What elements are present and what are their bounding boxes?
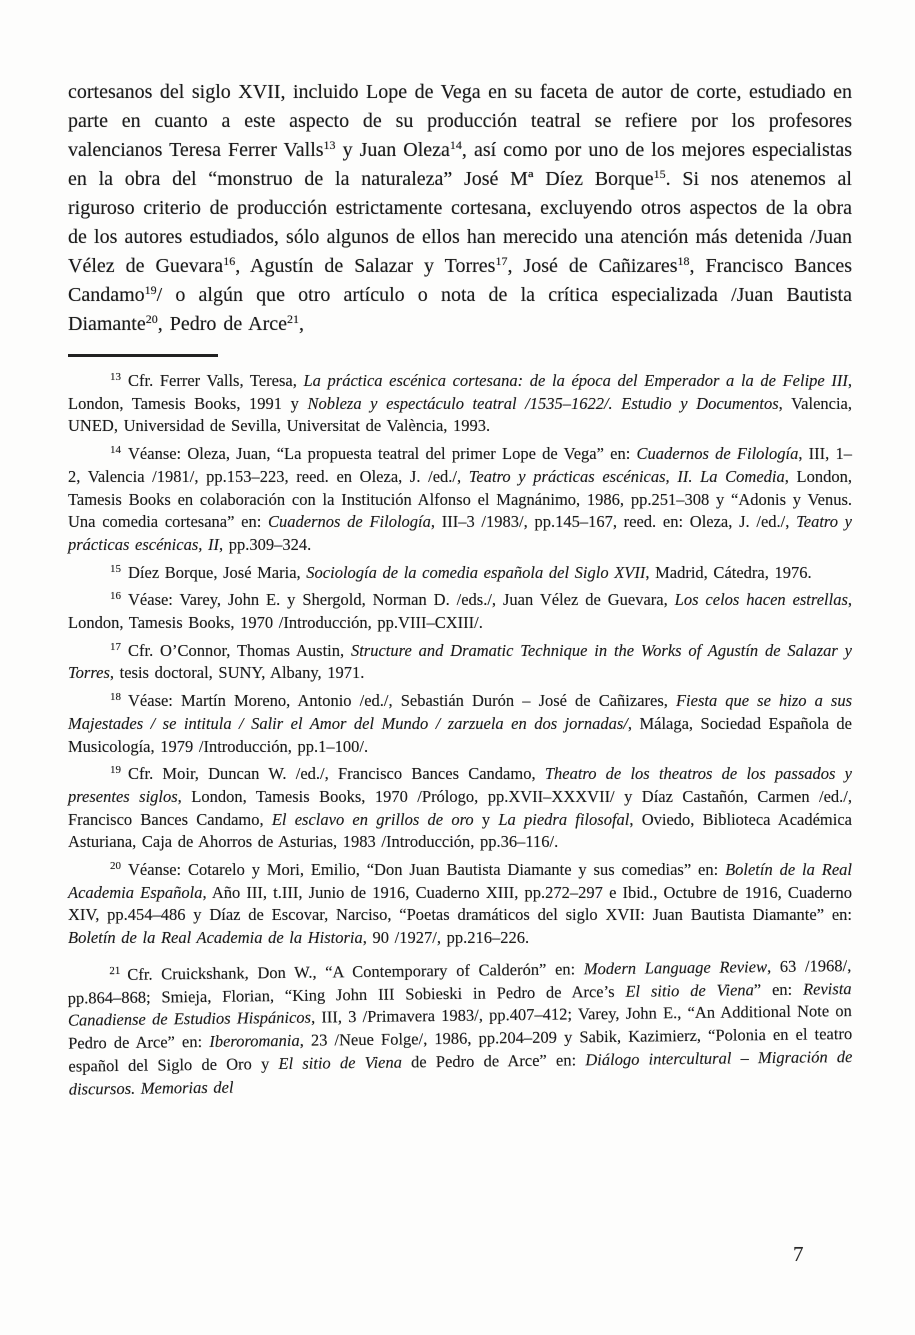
text-segment: Véase: Martín Moreno, Antonio /ed./, Sebastián Durón – José de Cañizares, [128,691,676,711]
footnotes-section [67,370,853,1098]
footnote-ref: 16 [223,254,236,268]
italic-segment: Sociología de la comedia española del Siglo XVII [306,562,646,582]
text-segment: , London, Tamesis Books, 1970 /Prólogo, pp.XVII–XXXVII/ y Díaz Castañón, Carmen /ed./, Francisco Bances Candamo, [68,786,853,829]
footnote-15 [68,562,852,585]
text-segment: , 90 /1927/, pp.216–226. [362,928,530,948]
text-segment: . Si nos atenemos al riguroso criterio de producción estrictamente cortesana, excluyendo otros aspectos de la obra de los autores estudiados, sólo algunos de ellos han merecido una atención más detenida /Juan Vélez de Guevara [68,168,852,277]
footnote-ref: 14 [449,138,462,152]
text-segment: , tesis doctoral, SUNY, Albany, 1971. [109,663,365,683]
italic-segment: Modern Language Review [583,956,768,979]
footnote-number: 20 [110,860,121,873]
italic-segment: Teatro y prácticas escénicas, II. La Comedia [468,466,785,486]
footnote-number: 21 [109,964,121,977]
text-segment: , Año III, t.III, Junio de 1916, Cuaderno XIII, pp.272–297 e Ibid., Octubre de 1916, Cuaderno XIV, pp.454–486 y Díaz de Escovar, Narciso, “Poetas dramáticos del siglo XVII: Juan Bautista Diamante” en: [68,882,852,925]
italic-segment: Structure and Dramatic Technique in the Works of Agustín de Salazar y Torres [68,640,852,683]
text-segment: , Agustín de Salazar y Torres [235,255,496,277]
italic-segment: Revista Canadiense de Estudios Hispánicos [67,978,852,1030]
text-segment: , pp.309–324. [219,534,312,554]
text-segment: / o algún que otro artículo o nota de la crítica especializada /Juan Bautista Diamante [68,284,852,335]
footnote-ref: 18 [677,254,690,268]
text-segment: , 63 /1968/, pp.864–868; Smieja, Florian, “King John III Sobieski in Pedro de Arce’s [67,955,852,1008]
footnote-number: 15 [110,562,121,575]
body-paragraph [68,78,852,339]
footnote-ref: 19 [144,283,157,297]
text-segment: , III, 1–2, Valencia /1981/, pp.153–223, reed. en Oleza, J. /ed./, [68,444,852,486]
footnote-number: 17 [110,640,121,653]
text-segment: de Pedro de Arce” en: [401,1049,586,1072]
text-segment: , Valencia, UNED, Universidad de Sevilla, Universitat de València, 1993. [68,393,852,436]
footnote-ref: 21 [287,312,300,326]
text-segment: ” en: [753,979,804,999]
footnote-14 [68,443,852,557]
italic-segment: El sitio de Viena [278,1052,403,1073]
text-segment: , London, Tamesis Books, 1991 y [68,371,852,413]
italic-segment: Theatro de los theatros de los passados y presentes siglos [68,764,852,806]
text-segment: , 23 /Neue Folge/, 1986, pp.204–209 y Sabik, Kazimierz, “Polonia en el teatro español del Siglo de Oro y [68,1023,853,1076]
italic-segment: Cuadernos de Filología [268,512,431,532]
text-segment: y Juan Oleza [335,139,450,161]
footnote-20 [68,859,852,950]
footnote-number: 14 [110,444,121,457]
text-segment: , London, Tamesis Books, 1970 /Introducción, pp.VIII–CXIII/. [68,590,852,633]
footnote-ref: 17 [495,254,508,268]
text-segment: Cfr. Moir, Duncan W. /ed./, Francisco Bances Candamo, [128,764,545,784]
text-segment: , London, Tamesis Books en colaboración con la Institución Alfonso el Magnánimo, 1986, pp.251–308 y “Adonis y Venus. Una comedia cortesana” en: [68,466,852,532]
footnote-separator [68,354,218,357]
text-segment: y [473,809,499,829]
footnote-19 [68,763,852,854]
text-segment: , Málaga, Sociedad Española de Musicología, 1979 /Introducción, pp.1–100/. [68,713,853,756]
text-segment: , José de Cañizares [507,255,678,277]
italic-segment: Fiesta que se hizo a sus Majestades / se intitula / Salir el Amor del Mundo / zarzuela en dos jornadas/ [68,691,852,733]
italic-segment: Diálogo intercultural – Migración de discursos. Memorias del [68,1046,853,1098]
footnote-13 [68,370,852,438]
italic-segment: Boletín de la Real Academia de la Historia [68,928,363,948]
footnote-number: 13 [110,371,121,383]
italic-segment: La piedra filosofal [498,809,630,829]
text-segment: , [299,313,305,335]
footnote-16 [68,589,852,634]
text-segment: , así como por uno de los mejores especialistas en la obra del “monstruo de la naturaleza” José Mª Díez Borque [68,139,852,190]
text-segment: , III–3 /1983/, pp.145–167, reed. en: Oleza, J. /ed./, [430,512,797,532]
text-segment: , III, 3 /Primavera 1983/, pp.407–412; Varey, John E., “An Additional Note on Pedro de Arce” en: [68,1001,852,1053]
page-content [67,78,853,1098]
italic-segment: Teatro y prácticas escénicas, II [68,512,852,554]
footnote-ref: 20 [145,312,158,326]
text-segment: Véanse: Oleza, Juan, “La propuesta teatral del primer Lope de Vega” en: [128,444,637,464]
text-segment: Cfr. Cruickshank, Don W., “A Contemporary of Calderón” en: [127,959,584,984]
text-segment: Díez Borque, José Maria, [128,562,307,582]
text-segment: Cfr. Ferrer Valls, Teresa, [128,371,304,390]
footnote-21 [67,955,853,1101]
footnote-ref: 13 [323,138,336,152]
italic-segment: Los celos hacen estrellas [674,590,848,610]
text-segment: , Pedro de Arce [157,313,288,335]
footnote-number: 18 [110,691,121,704]
footnote-number: 19 [110,764,121,777]
italic-segment: El sitio de Viena [625,979,754,1001]
italic-segment: Boletín de la Real Academia Española [68,860,852,902]
footnote-17 [68,640,852,685]
page-number: 7 [793,1242,804,1266]
text-segment: , Madrid, Cátedra, 1976. [645,562,812,582]
text-segment: Véase: Varey, John E. y Shergold, Norman D. /eds./, Juan Vélez de Guevara, [128,590,675,610]
text-segment: , Oviedo, Biblioteca Académica Asturiana, Caja de Ahorros de Asturias, 1983 /Introducción, pp.36–116/. [68,809,852,852]
italic-segment: La práctica escénica cortesana: de la época del Emperador a la de Felipe III [303,371,848,390]
italic-segment: Cuadernos de Filología [636,444,799,464]
footnote-18 [68,690,852,758]
text-segment: Cfr. O’Connor, Thomas Austin, [128,640,351,660]
text-segment: , Francisco Bances Candamo [68,255,852,306]
text-segment: Véanse: Cotarelo y Mori, Emilio, “Don Juan Bautista Diamante y sus comedias” en: [128,860,726,880]
italic-segment: El esclavo en grillos de oro [271,809,474,829]
italic-segment: Iberoromania [209,1030,300,1051]
italic-segment: Nobleza y espectáculo teatral /1535–1622/. Estudio y Documentos [307,393,779,413]
footnote-ref: 15 [653,167,666,181]
text-segment: cortesanos del siglo XVII, incluido Lope de Vega en su faceta de autor de corte, estudiado en parte en cuanto a este aspecto de su producción teatral se refiere por los profesores valencianos Teresa Ferrer Valls [68,81,852,161]
footnote-number: 16 [110,590,121,603]
